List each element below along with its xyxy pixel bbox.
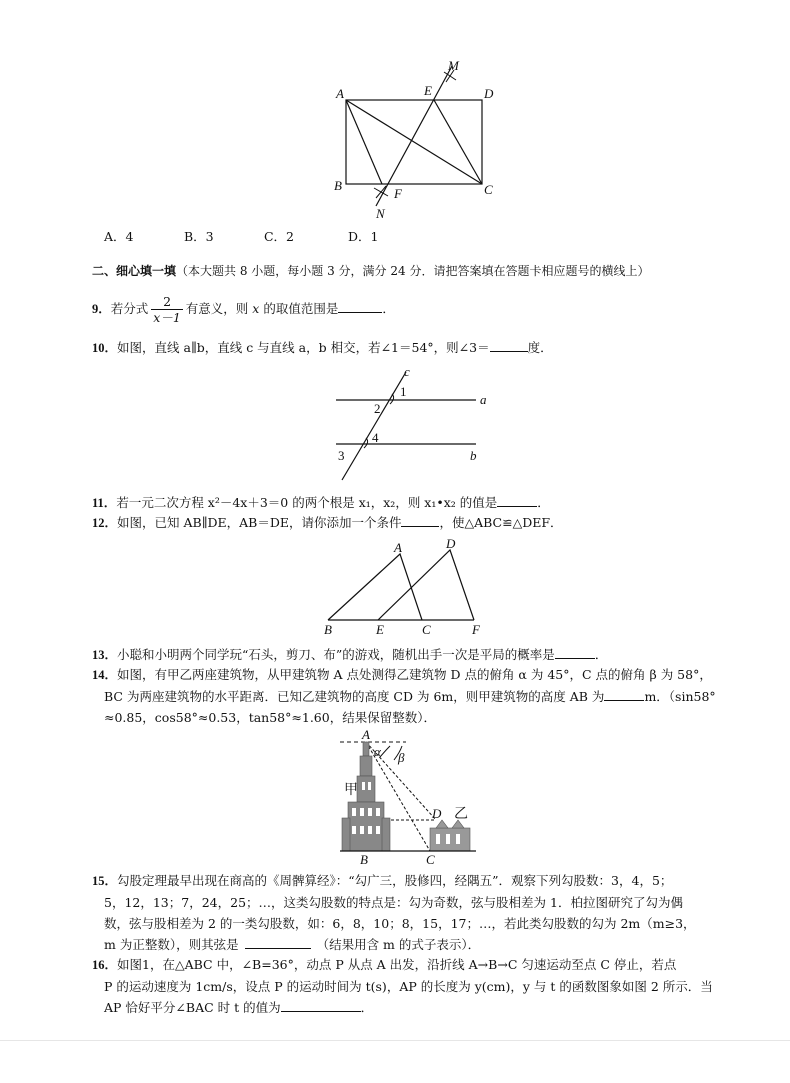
question-number: 16．: [92, 958, 118, 972]
answer-blank[interactable]: [604, 687, 644, 701]
fraction: [151, 294, 183, 325]
section-heading: [92, 261, 649, 282]
answer-blank[interactable]: [490, 338, 528, 352]
label-yi: 乙: [454, 807, 468, 822]
page-bottom-divider: [0, 1040, 790, 1041]
q15-line-4: m 为正整数），则其弦是: [104, 937, 239, 952]
label-d: D: [446, 538, 456, 551]
question-12: [92, 512, 563, 534]
q10-end: 度．: [527, 340, 553, 355]
section-title: 二、细心填一填: [92, 264, 177, 278]
label-a: A: [336, 86, 344, 101]
question-9: [92, 292, 395, 326]
line-b-label: b: [470, 448, 477, 463]
parallel-lines-figure: [330, 362, 500, 488]
q15-line-3: 数，弦与股相差为 2 的一类勾股数，如：6，8，10；8，15，17；…，若此类勾股数的勾为 2m（m≥3，: [104, 916, 696, 931]
label-e: E: [376, 622, 384, 637]
answer-blank[interactable]: [338, 299, 382, 313]
q13-text: 小聪和小明两个同学玩“石头，剪刀、布”的游戏，随机出手一次是平局的概率是: [117, 647, 555, 662]
q11-text: 若一元二次方程 x²－4x＋3＝0 的两个根是 x₁，x₂，则 x₁•x₂ 的值是: [116, 495, 498, 510]
label-b: B: [334, 178, 342, 193]
buildings-figure: [336, 728, 486, 866]
question-number: 15．: [92, 874, 118, 888]
q10-text: 如图，直线 a∥b，直线 c 与直线 a，b 相交，若∠1＝54°，则∠3＝: [117, 340, 490, 355]
section-desc: （本大题共 8 小题，每小题 3 分，满分 24 分．请把答案填在答题卡相应题号的横线上）: [176, 264, 650, 278]
label-f: F: [472, 622, 480, 637]
line-a-label: a: [480, 392, 487, 407]
option-c: C．2: [263, 229, 294, 244]
answer-blank[interactable]: [281, 998, 361, 1012]
answer-blank[interactable]: [555, 645, 595, 659]
label-c: C: [484, 182, 493, 197]
label-c: C: [422, 622, 431, 637]
question-14: [92, 664, 716, 728]
question-number: 12．: [92, 516, 118, 530]
angle-2-label: 2: [374, 401, 381, 416]
question-16: [92, 954, 713, 1018]
q12-text: 如图，已知 AB∥DE，AB＝DE，请你添加一个条件: [117, 515, 402, 530]
answer-blank[interactable]: [401, 513, 439, 527]
fraction-numerator: 2: [151, 294, 183, 310]
label-e: E: [424, 83, 432, 98]
label-n: N: [376, 206, 385, 221]
q16-line-2: P 的运动速度为 1cm/s，设点 P 的运动时间为 t(s)，AP 的长度为 y(cm)，y 与 t 的函数图象如图 2 所示．当: [104, 979, 713, 994]
question-number: 14．: [92, 668, 118, 682]
line-c-label: c: [404, 364, 410, 379]
angle-3-label: 3: [338, 448, 345, 463]
question-number: 10．: [92, 341, 118, 355]
q16-line-1: 如图1，在△ABC 中，∠B=36°，动点 P 从点 A 出发，沿折线 A→B→C 匀速运动至点 C 停止，若点: [117, 957, 677, 972]
q15-line-2: 5，12，13；7，24，25；…，这类勾股数的特点是：勾为奇数，弦与股相差为 1．柏拉图研究了勾为偶: [104, 895, 683, 910]
answer-blank[interactable]: [497, 493, 537, 507]
q16-line-3: AP 恰好平分∠BAC 时 t 的值为: [104, 1000, 281, 1015]
angle-4-label: 4: [372, 430, 379, 445]
q14-line-3: ≈0.85，cos58°≈0.53，tan58°≈1.60，结果保留整数）．: [104, 710, 436, 725]
label-f: F: [394, 186, 402, 201]
label-a: A: [394, 540, 402, 555]
label-d: D: [432, 806, 442, 821]
rectangle-figure: [320, 58, 520, 228]
option-d: D．1: [347, 229, 379, 244]
q16-line-3-end: ．: [360, 1000, 374, 1015]
question-number: 9．: [92, 302, 111, 316]
label-b: B: [324, 622, 332, 637]
angle-1-label: 1: [400, 384, 407, 399]
q9-text: 有意义，则: [185, 301, 253, 316]
q14-line-2-end: m．（sin58°: [644, 689, 716, 704]
fraction-denominator: x－1: [153, 310, 181, 325]
label-m: M: [448, 58, 459, 73]
q15-line-1: 勾股定理最早出现在商高的《周髀算经》：“勾广三，股修四，经隅五”．观察下列勾股数：3，4，5；: [117, 873, 673, 888]
question-11: [92, 492, 550, 514]
q14-line-1: 如图，有甲乙两座建筑物，从甲建筑物 A 点处测得乙建筑物 D 点的俯角 α 为 45°，C 点的俯角 β 为 58°，: [117, 667, 712, 682]
answer-blank[interactable]: [245, 935, 311, 949]
triangles-figure: [318, 538, 498, 638]
label-d: D: [484, 86, 494, 101]
q15-line-4-end: （结果用含 m 的式子表示）．: [316, 937, 481, 952]
option-b: B．3: [183, 229, 214, 244]
label-c: C: [426, 852, 435, 866]
question-15: [92, 870, 696, 955]
question-10: [92, 337, 553, 359]
q9-pre: 若分式: [110, 301, 149, 316]
label-beta: β: [398, 750, 405, 765]
option-a: A．4: [104, 229, 134, 244]
q14-line-2: BC 为两座建筑物的水平距离．已知乙建筑物的高度 CD 为 6m，则甲建筑物的高度 AB 为: [104, 689, 605, 704]
q12-end: ，使△ABC≌△DEF．: [439, 515, 563, 530]
question-number: 11．: [92, 496, 117, 510]
question-13: [92, 644, 607, 666]
q9-text-2: 的取值范围是: [259, 301, 339, 316]
q11-end: ．: [537, 495, 550, 510]
label-b: B: [360, 852, 368, 866]
q9-end: ．: [382, 301, 395, 316]
q8-options: [104, 226, 378, 247]
label-jia: 甲: [344, 783, 358, 798]
label-a: A: [362, 728, 370, 742]
q13-end: ．: [594, 647, 608, 662]
question-number: 13．: [92, 648, 118, 662]
label-alpha: α: [374, 744, 381, 759]
q9-var: x: [252, 301, 260, 316]
